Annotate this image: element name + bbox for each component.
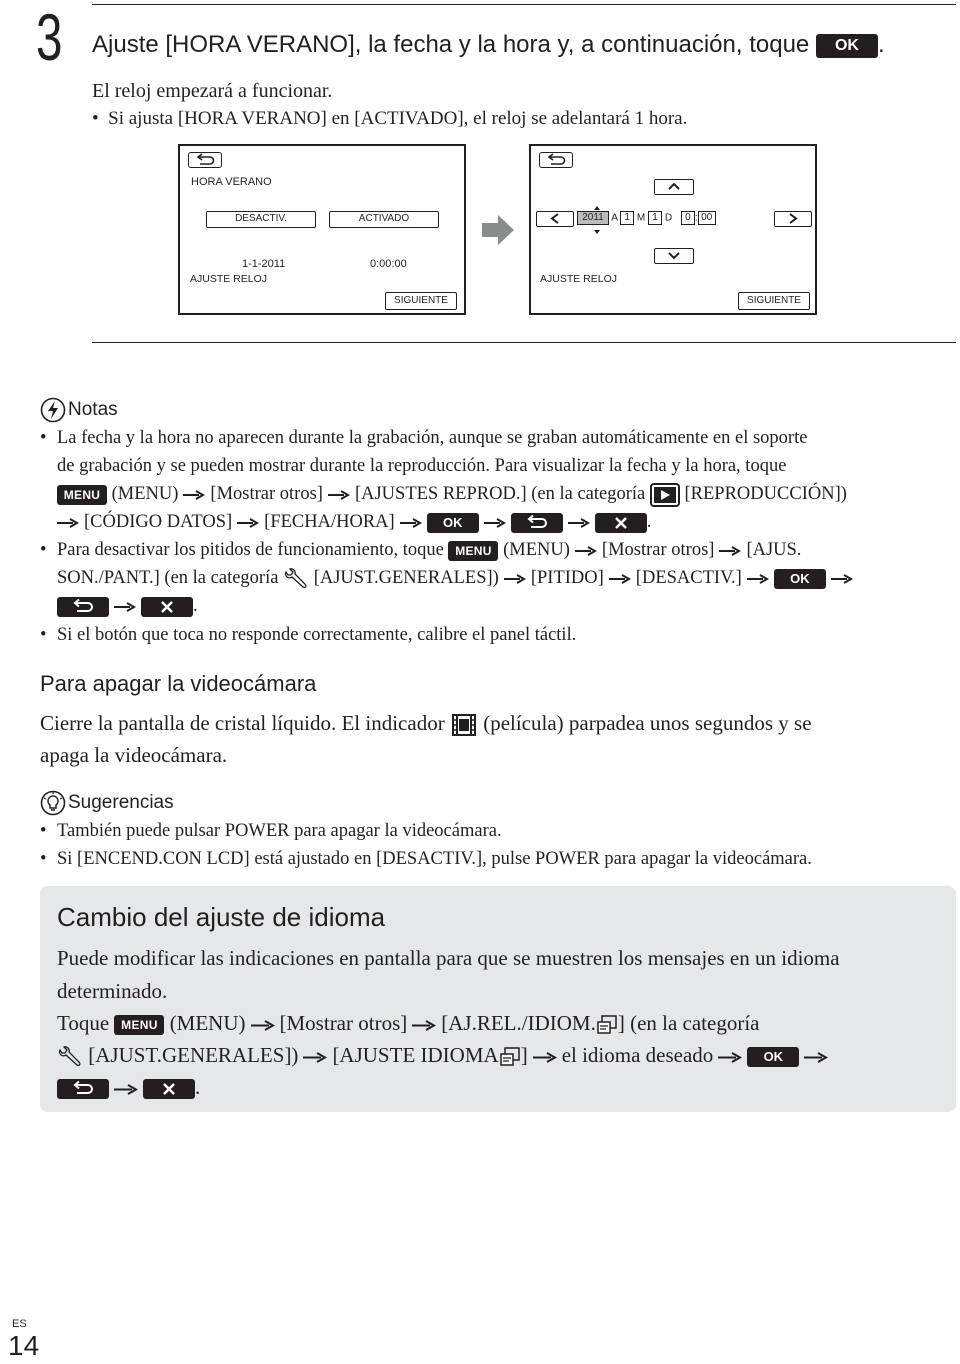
menu-key-icon: MENU [57, 485, 107, 505]
arrow-right-icon [719, 546, 741, 556]
section-rule [92, 342, 956, 343]
step-title-text: Ajuste [HORA VERANO], la fecha y la hora y, a continuación, toque [92, 31, 810, 58]
arrow-right-icon [303, 1052, 327, 1063]
return-key-icon [511, 513, 563, 533]
note2-desactiv: [DESACTIV.] [635, 568, 742, 588]
time-separator: : [694, 212, 698, 224]
arrow-right-icon [804, 1052, 828, 1063]
screen-heading: HORA VERANO [191, 176, 272, 188]
note1-ajustes-reprod: [AJUSTES REPROD.] (en la categoría [354, 484, 646, 504]
up-button[interactable] [654, 179, 694, 195]
notes-heading-text: Notas [68, 399, 118, 421]
language-categoria: ] (en la categoría [617, 1011, 760, 1035]
arrow-right-icon [533, 1052, 557, 1063]
arrow-right-icon [504, 574, 526, 584]
tip2-line: Si [ENCEND.CON LCD] está ajustado en [DESACTIV.], pulse POWER para apagar la videocámara. [57, 849, 812, 869]
close-key-icon [595, 513, 647, 533]
year-field[interactable]: 2011 [577, 211, 609, 225]
screen-date: 1-1-2011 [242, 258, 286, 270]
step-line1: El reloj empezará a funcionar. [92, 80, 333, 102]
day-field[interactable]: 1 [648, 211, 662, 225]
note2-pitido: [PITIDO] [530, 568, 604, 588]
arrow-right-icon [747, 574, 769, 584]
arrow-right-icon [237, 518, 259, 528]
movie-film-icon [450, 713, 478, 737]
language-toque: Toque [57, 1011, 110, 1035]
power-off-heading: Para apagar la videocámara [40, 671, 317, 696]
language-generales: [AJUST.GENERALES]) [88, 1043, 299, 1067]
language-line4 [57, 1039, 833, 1071]
note1-line3 [57, 480, 847, 508]
minute-field[interactable]: 00 [698, 211, 716, 225]
language-deseado: el idioma deseado [561, 1043, 714, 1067]
tip-bullet-dot-1: • [40, 821, 47, 841]
day-unit: D [664, 212, 673, 224]
step-title-end: . [877, 31, 885, 58]
arrow-right-icon [328, 490, 350, 500]
step-number: 3 [36, 0, 63, 74]
month-field[interactable]: 1 [620, 211, 634, 225]
menu-key-icon: MENU [448, 541, 498, 561]
month-unit: M [636, 212, 646, 224]
note-bullet-dot-2: • [40, 540, 47, 560]
language-settings-icon [499, 1046, 521, 1068]
year-unit: A [611, 212, 618, 224]
arrow-right-icon [609, 574, 631, 584]
tip-bullet-dot-2: • [40, 849, 47, 869]
bullet-dot: • [92, 108, 99, 129]
chevron-right-icon [776, 212, 810, 225]
note2-sonpant: SON./PANT.] (en la categoría [57, 568, 279, 588]
wrench-category-icon [283, 568, 309, 590]
step-bullet1-text: Si ajusta [HORA VERANO] en [ACTIVADO], el reloj se adelantará 1 hora. [108, 108, 688, 129]
ajuste-reloj-screen [529, 144, 817, 315]
activado-button[interactable]: ACTIVADO [329, 211, 439, 228]
power-off-text-a: Cierre la pantalla de cristal líquido. El indicador [40, 711, 445, 735]
note2-line1 [57, 536, 801, 564]
note-bullet-dot-3: • [40, 625, 47, 645]
language-menu: (MENU) [169, 1011, 246, 1035]
hour-field[interactable]: 0 [681, 211, 695, 225]
lightbulb-icon [40, 790, 66, 816]
note3-line: Si el botón que toca no responde correctamente, calibre el panel táctil. [57, 625, 577, 645]
language-settings-icon [596, 1014, 618, 1036]
chevron-left-icon [538, 212, 572, 225]
tips-heading [40, 790, 174, 816]
screen-footer-label: AJUSTE RELOJ [190, 273, 268, 285]
note1-fecha-hora: [FECHA/HORA] [264, 512, 395, 532]
chevron-down-icon [656, 249, 692, 262]
return-icon [540, 153, 572, 167]
arrow-right-icon [568, 518, 590, 528]
notes-heading [40, 397, 118, 423]
ok-key-icon: OK [816, 34, 878, 58]
ok-key-icon: OK [427, 513, 479, 533]
arrow-right-icon [114, 602, 136, 612]
ok-key-icon: OK [774, 569, 826, 589]
arrow-right-icon [831, 574, 853, 584]
note1-line4: [CÓDIGO DATOS] [FECHA/HORA] OK . [57, 508, 651, 536]
return-key-icon [57, 1079, 109, 1099]
screen2-back-button[interactable] [539, 152, 573, 168]
footer-language-code: ES [12, 1318, 27, 1330]
siguiente-button-2[interactable]: SIGUIENTE [738, 292, 810, 310]
return-icon [189, 153, 221, 167]
step-rule [92, 4, 956, 5]
left-button[interactable] [536, 211, 574, 227]
down-button[interactable] [654, 248, 694, 264]
power-off-line1 [40, 707, 812, 739]
arrow-right-icon [57, 518, 79, 528]
arrow-right-icon [251, 1020, 275, 1031]
note2-line2 [57, 564, 858, 592]
note1-menu: (MENU) [111, 484, 179, 504]
language-ajrel: [AJ.REL./IDIOM. [441, 1011, 596, 1035]
arrow-right-icon [183, 490, 205, 500]
menu-key-icon: MENU [114, 1015, 164, 1035]
note2-menu: (MENU) [503, 540, 570, 560]
close-key-icon [141, 597, 193, 617]
note1-line2: de grabación y se pueden mostrar durante la reproducción. Para visualizar la fecha y la hora, toque [57, 456, 787, 476]
year-spin-icon [593, 206, 601, 234]
chevron-up-icon [656, 180, 692, 193]
note-bullet-dot-1: • [40, 428, 47, 448]
language-title: Cambio del ajuste de idioma [57, 902, 386, 932]
page-number: 14 [8, 1330, 40, 1361]
right-button[interactable] [774, 211, 812, 227]
hora-verano-screen [178, 144, 466, 315]
tip1-line: También puede pulsar POWER para apagar la videocámara. [57, 821, 502, 841]
next-step-arrow-icon [480, 212, 516, 248]
note1-reproduccion: [REPRODUCCIÓN]) [684, 484, 847, 504]
datetime-fields [577, 211, 753, 225]
arrow-right-icon [114, 1084, 138, 1095]
language-line2: determinado. [57, 979, 168, 1003]
arrow-right-icon [484, 518, 506, 528]
ok-key-icon: OK [747, 1047, 799, 1067]
arrow-right-icon [575, 546, 597, 556]
return-key-icon [57, 597, 109, 617]
screen-back-button[interactable] [188, 152, 222, 168]
step-bullet1 [92, 106, 687, 132]
playback-category-icon [650, 483, 680, 507]
note1-codigo: [CÓDIGO DATOS] [84, 512, 233, 532]
language-line1: Puede modificar las indicaciones en pantalla para que se muestren los mensajes en un idioma [57, 946, 840, 970]
note2-generales: [AJUST.GENERALES]) [313, 568, 499, 588]
close-key-icon [143, 1079, 195, 1099]
screen2-footer-label: AJUSTE RELOJ [540, 273, 618, 285]
note2-line3: . [57, 592, 198, 620]
arrow-right-icon [718, 1052, 742, 1063]
note1-mostrar: [Mostrar otros] [210, 484, 323, 504]
language-ajuste-idioma: [AJUSTE IDIOMA [332, 1043, 499, 1067]
step-title [92, 30, 885, 60]
desactiv-button[interactable]: DESACTIV. [206, 211, 316, 228]
tips-heading-text: Sugerencias [68, 792, 174, 814]
arrow-right-icon [412, 1020, 436, 1031]
arrow-right-icon [400, 518, 422, 528]
note2-ajus: [AJUS. [746, 540, 802, 560]
note2-mostrar: [Mostrar otros] [601, 540, 715, 560]
screen-time: 0:00:00 [370, 258, 407, 270]
wrench-category-icon [57, 1046, 83, 1068]
language-mostrar: [Mostrar otros] [279, 1011, 408, 1035]
note1-line1: La fecha y la hora no aparecen durante la grabación, aunque se graban automáticamente en el soporte [57, 428, 808, 448]
note2-text: Para desactivar los pitidos de funcionamiento, toque [57, 540, 444, 560]
siguiente-button[interactable]: SIGUIENTE [385, 292, 457, 310]
notes-icon [40, 397, 66, 423]
language-bracket: ] [520, 1043, 528, 1067]
power-off-text-b: (película) parpadea unos segundos y se [483, 711, 812, 735]
power-off-line2: apaga la videocámara. [40, 743, 228, 767]
language-line3 [57, 1007, 760, 1039]
language-line5: . [57, 1071, 200, 1103]
